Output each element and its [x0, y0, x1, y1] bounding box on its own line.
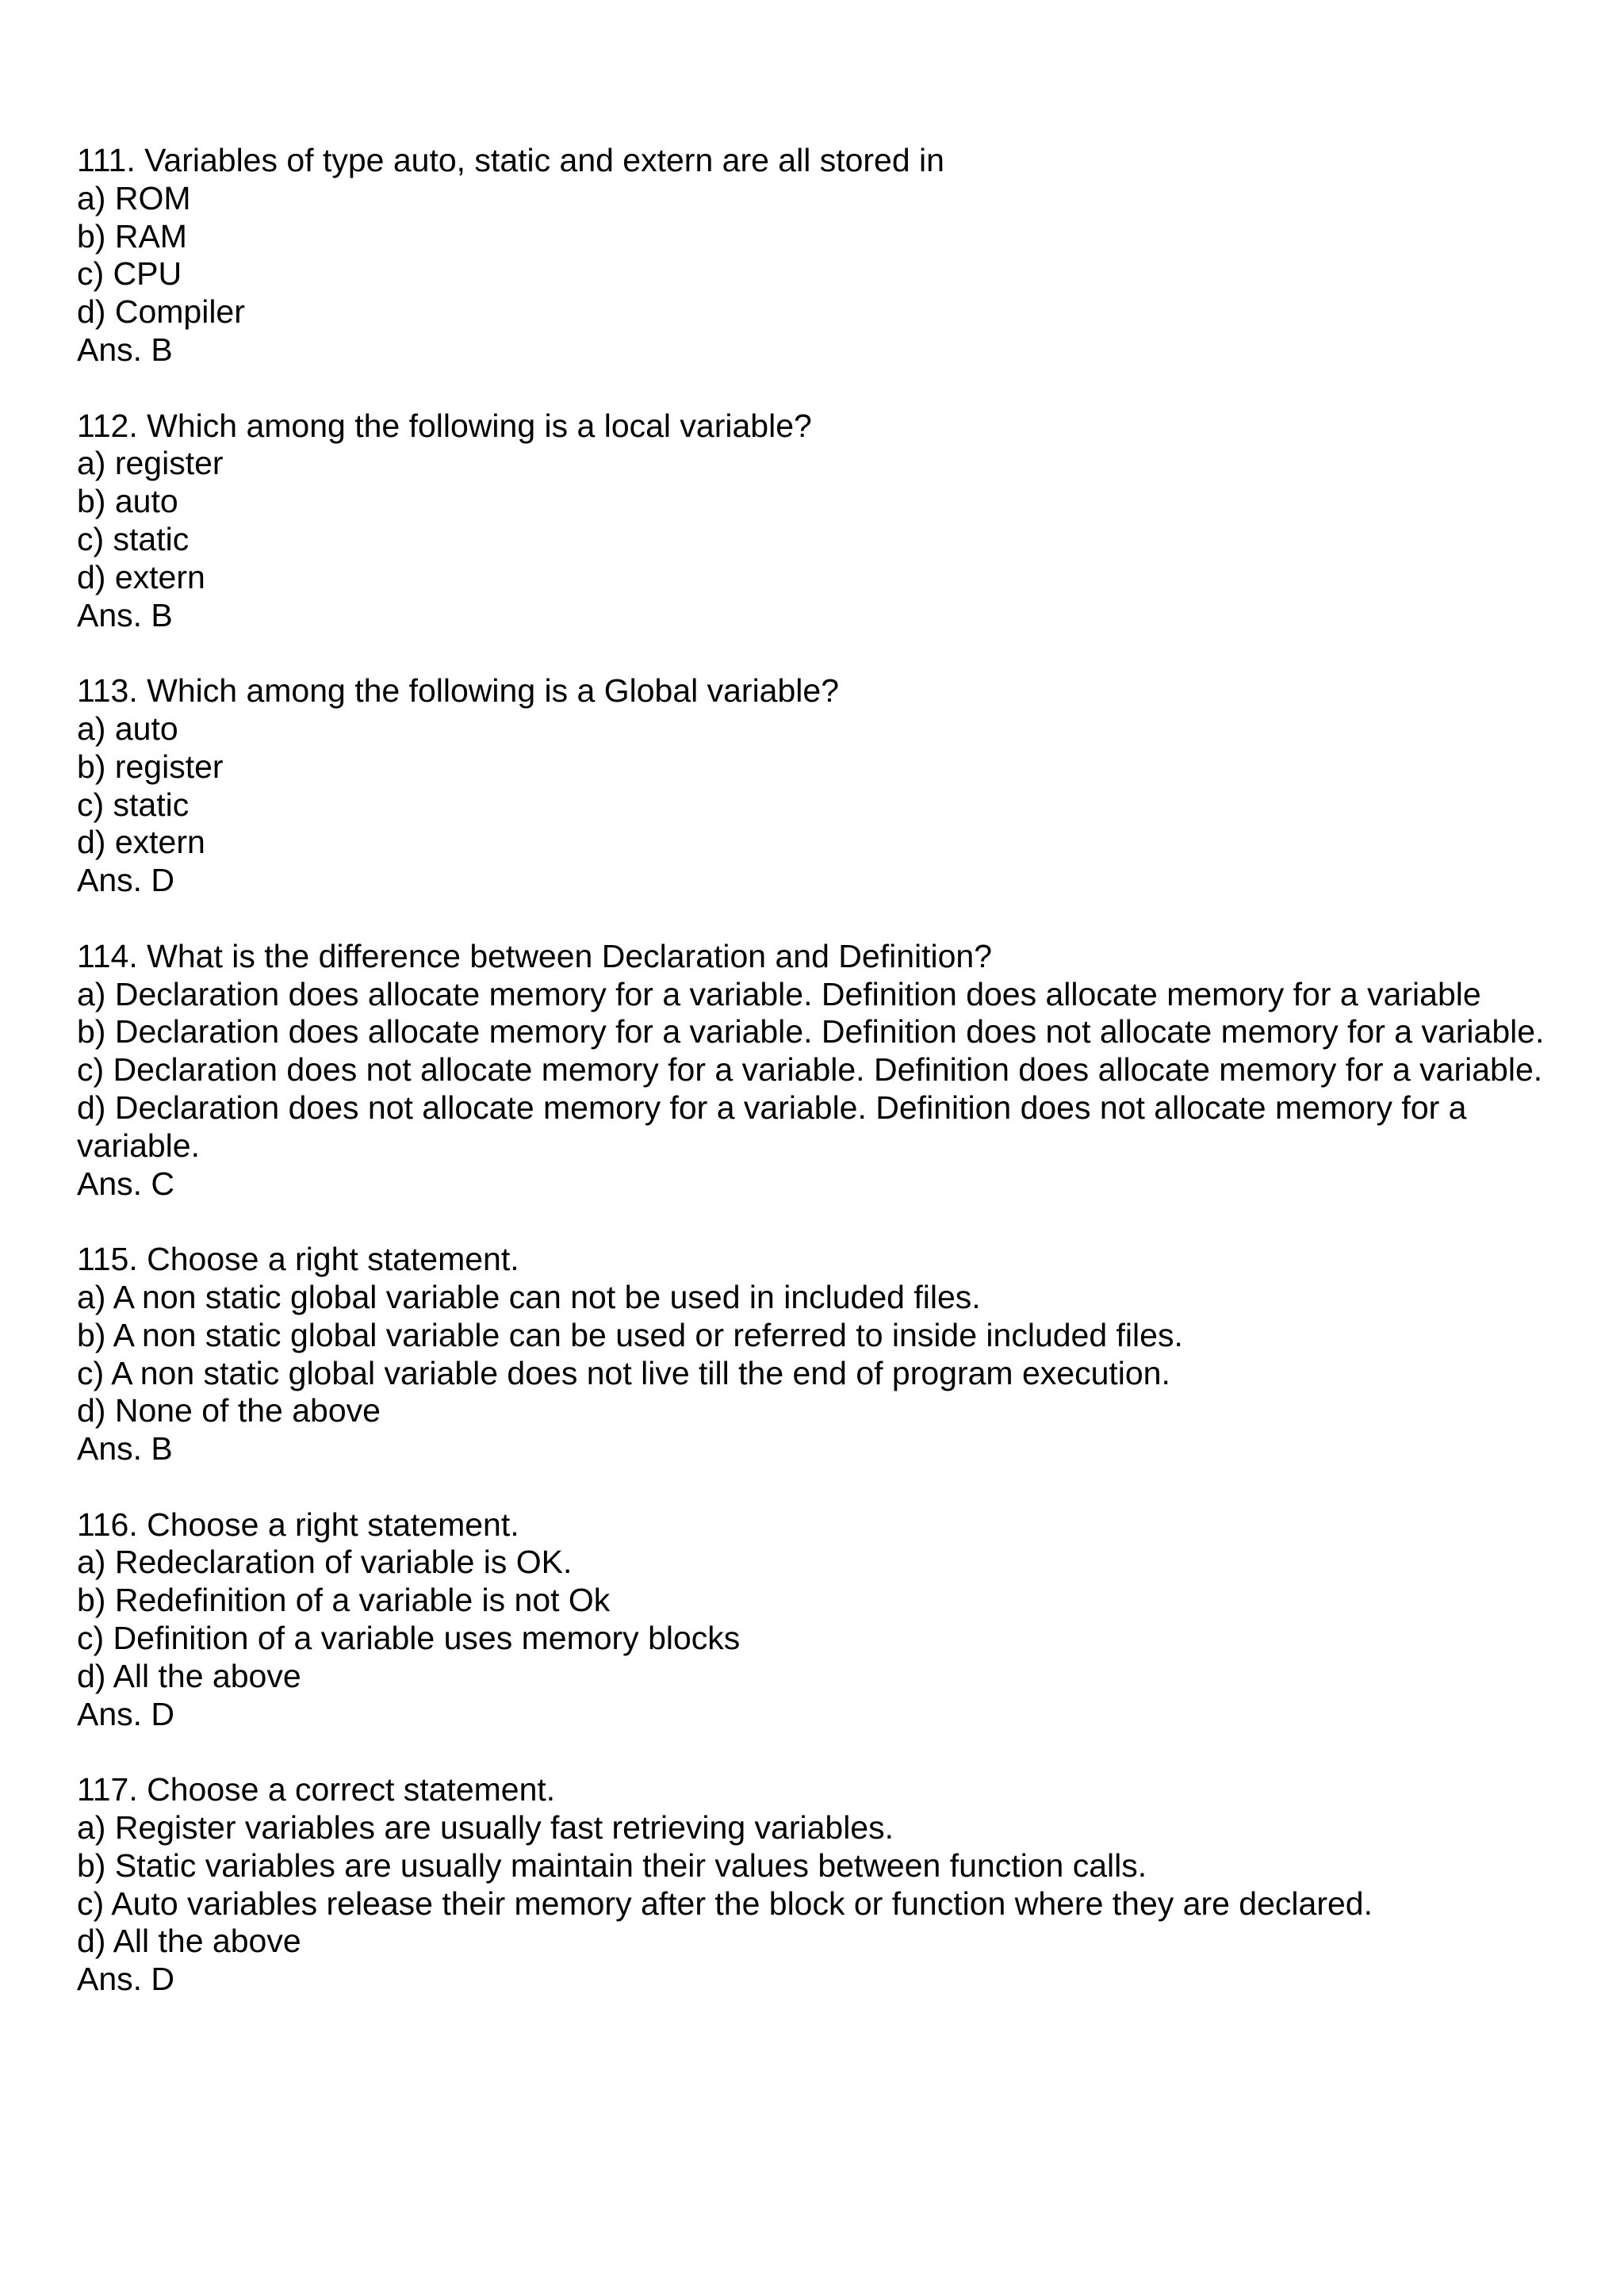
answer-text: Ans. D: [77, 1695, 175, 1732]
answer-text: Ans. D: [77, 1961, 175, 1998]
question-block-111: [77, 142, 1584, 369]
question-block-114: [77, 938, 1584, 1203]
option-b: b) Static variables are usually maintain their values between function calls.: [77, 1846, 1147, 1884]
option-c: c) static: [77, 520, 190, 557]
answer-text: Ans. B: [77, 331, 173, 368]
question-text: 113. Which among the following is a Global variable?: [77, 672, 839, 710]
question-text: 112. Which among the following is a local variable?: [77, 407, 812, 444]
option-d: d) All the above: [77, 1657, 301, 1694]
option-b: b) auto: [77, 483, 178, 520]
option-b: b) A non static global variable can be used or referred to inside included files.: [77, 1316, 1183, 1353]
option-a: a) register: [77, 445, 224, 482]
question-text: 111. Variables of type auto, static and extern are all stored in: [77, 142, 944, 178]
option-d: d) extern: [77, 824, 205, 861]
question-block-115: [77, 1241, 1584, 1468]
question-text: 115. Choose a right statement.: [77, 1241, 519, 1278]
option-b: b) register: [77, 748, 224, 785]
option-a: a) ROM: [77, 179, 191, 216]
answer-text: Ans. B: [77, 1430, 173, 1468]
option-a: a) auto: [77, 710, 178, 747]
answer-text: Ans. B: [77, 596, 173, 633]
option-a: a) Redeclaration of variable is OK.: [77, 1544, 573, 1581]
option-a: a) Register variables are usually fast retrieving variables.: [77, 1809, 894, 1846]
option-c: c) Definition of a variable uses memory blocks: [77, 1620, 741, 1657]
option-d: d) Declaration does not allocate memory for a variable. Definition does not allocate memory for a variable.: [77, 1089, 1467, 1164]
option-d: d) All the above: [77, 1923, 301, 1960]
question-block-117: [77, 1771, 1584, 1999]
option-b: b) Redefinition of a variable is not Ok: [77, 1582, 611, 1619]
question-block-116: [77, 1506, 1584, 1734]
option-a: a) A non static global variable can not be used in included files.: [77, 1278, 981, 1315]
answer-text: Ans. C: [77, 1165, 175, 1202]
question-text: 116. Choose a right statement.: [77, 1506, 519, 1543]
option-d: d) Compiler: [77, 293, 245, 331]
option-a: a) Declaration does allocate memory for a variable. Definition does allocate memory for a variable: [77, 975, 1481, 1012]
option-d: d) None of the above: [77, 1392, 381, 1429]
question-text: 114. What is the difference between Declaration and Definition?: [77, 937, 993, 974]
question-block-113: [77, 672, 1584, 900]
question-block-112: [77, 408, 1584, 635]
option-b: b) Declaration does allocate memory for a variable. Definition does not allocate memory for a variable.: [77, 1013, 1545, 1050]
answer-text: Ans. D: [77, 862, 175, 899]
question-list: [77, 142, 1584, 2037]
option-c: c) CPU: [77, 255, 182, 293]
option-c: c) Declaration does not allocate memory for a variable. Definition does allocate memory for a variable.: [77, 1051, 1543, 1089]
option-c: c) Auto variables release their memory after the block or function where they are declared.: [77, 1885, 1373, 1922]
option-b: b) RAM: [77, 217, 187, 254]
option-c: c) A non static global variable does not live till the end of program execution.: [77, 1354, 1170, 1391]
option-c: c) static: [77, 786, 190, 823]
question-text: 117. Choose a correct statement.: [77, 1771, 556, 1808]
option-d: d) extern: [77, 558, 205, 595]
